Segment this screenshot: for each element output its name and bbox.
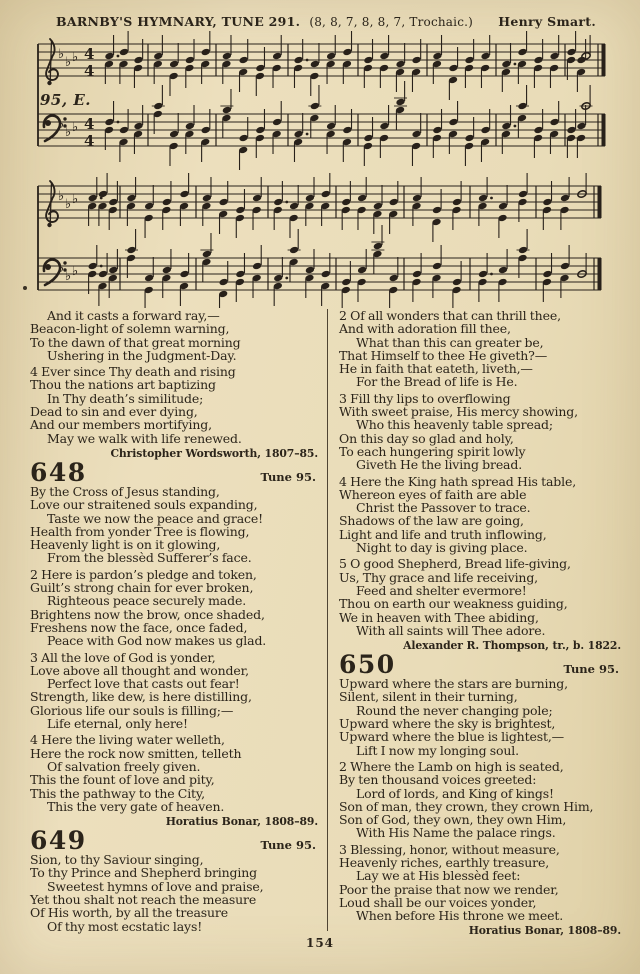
verse <box>30 568 321 648</box>
verse-line: With His Name the palace rings. <box>356 825 556 841</box>
page-number: 154 <box>305 936 335 950</box>
hymn-number: 649 <box>30 826 87 856</box>
verse-line: Here the rock now smitten, telleth <box>30 745 242 761</box>
meter-label: (8, 8, 7, 8, 8, 7, Trochaic.) <box>309 15 474 29</box>
tune-number-label: 95, E. <box>40 91 91 109</box>
verse-line: Glorious life our souls is filling;— <box>30 702 234 718</box>
verse-line: May we walk with life renewed. <box>47 430 242 446</box>
author-attribution: Alexander R. Thompson, tr., b. 1822. <box>403 639 621 653</box>
verse-line: Who this heavenly table spread; <box>356 417 553 433</box>
verse-line: Peace with God now makes us glad. <box>47 633 267 649</box>
verse-line: 4 Ever since Thy death and rising <box>30 364 236 380</box>
verse-line: Poor the praise that now we render, <box>339 881 559 897</box>
verse <box>339 309 624 389</box>
svg-text:4: 4 <box>84 132 95 150</box>
verse-line: He in faith that eateth, liveth,— <box>339 361 533 377</box>
verse <box>30 485 321 565</box>
verse-line: Love above all thought and wonder, <box>30 662 249 678</box>
verse-line: Of salvation freely given. <box>47 758 201 774</box>
verse-line: 2 Here is pardon’s pledge and token, <box>30 566 257 582</box>
verse-line: This the pathway to the City, <box>30 785 206 801</box>
svg-text:♭: ♭ <box>65 269 72 284</box>
verse-line: 5 O good Shepherd, Bread life-giving, <box>339 556 571 572</box>
verse-line: Whereon eyes of faith are able <box>339 486 527 502</box>
verse-line: Us, Thy grace and life receiving, <box>339 569 538 585</box>
verse <box>30 651 321 731</box>
verse-line: Sweetest hymns of love and praise, <box>47 878 264 894</box>
hymn-heading <box>30 457 321 487</box>
verse-line: Upward where the stars are burning, <box>339 676 568 692</box>
hymn-number: 648 <box>30 457 87 487</box>
hymn-number: 650 <box>339 650 396 680</box>
tune-reference: Tune 95. <box>563 662 619 677</box>
hymn-heading <box>339 650 624 680</box>
verse <box>339 557 624 637</box>
verse-line: And with adoration fill thee, <box>339 321 511 337</box>
svg-text:♭: ♭ <box>72 50 79 65</box>
verse-line: Dead to sin and ever dying, <box>30 404 198 420</box>
verse-line: Son of man, they crown, they crown Him, <box>339 798 594 814</box>
verse-line: By the Cross of Jesus standing, <box>30 483 220 499</box>
svg-text:♭: ♭ <box>58 117 65 132</box>
verse-line: Thou on earth our weakness guiding, <box>339 596 568 612</box>
verse-line: This the very gate of heaven. <box>47 798 225 814</box>
verse-line: In Thy death’s similitude; <box>47 390 204 406</box>
svg-text:♭: ♭ <box>72 120 79 135</box>
verse-line: Love our straitened souls expanding, <box>30 497 258 513</box>
verse-line: To the dawn of that great morning <box>30 334 241 350</box>
verse-line: Strength, like dew, is here distilling, <box>30 689 252 705</box>
hymnary-title: BARNBY'S HYMNARY, TUNE 291. <box>56 14 301 29</box>
svg-text:♭: ♭ <box>72 192 79 207</box>
verse-line: Shadows of the law are going, <box>339 513 524 529</box>
verse-line: Loud shall be our voices yonder, <box>339 894 537 910</box>
verse-line: Righteous peace securely made. <box>47 593 247 609</box>
svg-text:♭: ♭ <box>65 197 72 212</box>
verse-line: Heavenly light is on it glowing, <box>30 537 221 553</box>
verse-line: Giveth He the living bread. <box>356 457 523 473</box>
verse-line: Of His worth, by all the treasure <box>30 905 228 921</box>
hymn-heading <box>30 826 321 856</box>
verse <box>339 392 624 472</box>
verse-line: Guilt’s strong chain for ever broken, <box>30 580 254 596</box>
verse-line: 4 Here the King hath spread His table, <box>339 473 577 489</box>
verse-line: Upward where the sky is brightest, <box>339 716 556 732</box>
verse-line: Sion, to thy Saviour singing, <box>30 852 204 868</box>
verse-line: With sweet praise, His mercy showing, <box>339 404 578 420</box>
verse-line: Beacon-light of solemn warning, <box>30 321 230 337</box>
verse <box>339 475 624 555</box>
verse-line: This the fount of love and pity, <box>30 772 215 788</box>
verse-line: For the Bread of life is He. <box>356 374 518 390</box>
verse-line: We in heaven with Thee abiding, <box>339 609 539 625</box>
verse-line: Lift I now my longing soul. <box>356 742 519 758</box>
sheet-music-engraving <box>0 0 640 308</box>
verse-line: Silent, silent in their turning, <box>339 689 518 705</box>
svg-text:♭: ♭ <box>58 261 65 276</box>
verse-line: Upward where the blue is lightest,— <box>339 729 565 745</box>
verse <box>30 309 321 362</box>
verse-line: Feed and shelter evermore! <box>356 582 527 598</box>
verse-line: And it casts a forward ray,— <box>47 308 220 323</box>
verse <box>339 760 624 840</box>
verse-line: 4 Here the living water welleth, <box>30 732 225 748</box>
verse-line: Light and life and truth inflowing, <box>339 526 547 542</box>
verse-line: Yet thou shalt not reach the measure <box>30 891 257 907</box>
verse-line: Freshens now the face, once faded, <box>30 619 248 635</box>
verse-line: That Himself to thee He giveth?— <box>339 347 548 363</box>
verse-line: And our members mortifying, <box>30 417 212 433</box>
verse-line: Ushering in the Judgment-Day. <box>47 347 237 363</box>
left-column <box>30 308 327 934</box>
svg-text:♭: ♭ <box>72 264 79 279</box>
verse-line: Lay we at His blessèd feet: <box>356 868 521 884</box>
verse <box>30 365 321 445</box>
verse-line: Thou the nations art baptizing <box>30 377 216 393</box>
svg-text:♭: ♭ <box>65 55 72 70</box>
verse-line: 2 Of all wonders that can thrill thee, <box>339 308 561 323</box>
svg-text:♭: ♭ <box>58 47 65 62</box>
tune-reference: Tune 95. <box>260 838 316 853</box>
verse <box>339 843 624 923</box>
verse-line: When before His throne we meet. <box>356 908 564 924</box>
verse-line: Brightens now the brow, once shaded, <box>30 606 265 622</box>
verse-line: Christ the Passover to trace. <box>356 500 531 516</box>
author-attribution: Horatius Bonar, 1808–89. <box>468 924 621 938</box>
verse-line: Lord of lords, and King of kings! <box>356 785 554 801</box>
svg-text:4: 4 <box>84 115 95 133</box>
verse-line: From the blessèd Sufferer’s face. <box>47 550 252 566</box>
verse <box>30 733 321 813</box>
verse-line: Health from yonder Tree is flowing, <box>30 523 250 539</box>
author-attribution: Horatius Bonar, 1808–89. <box>165 815 318 829</box>
verse-line: 3 Fill thy lips to overflowing <box>339 390 511 406</box>
verse <box>30 853 321 933</box>
svg-text:4: 4 <box>84 62 95 80</box>
hymn-text-columns <box>30 308 624 938</box>
verse-line: 3 All the love of God is yonder, <box>30 649 216 665</box>
verse-line: What than this can greater be, <box>356 334 544 350</box>
verse-line: Night to day is giving place. <box>356 540 528 556</box>
right-column <box>327 308 624 938</box>
verse-line: Perfect love that casts out fear! <box>47 676 240 692</box>
verse-line: Life eternal, only here! <box>47 716 188 732</box>
svg-text:♭: ♭ <box>65 125 72 140</box>
verse-line: Of thy most ecstatic lays! <box>47 918 203 934</box>
verse-line: 2 Where the Lamb on high is seated, <box>339 758 564 774</box>
author-attribution: Christopher Wordsworth, 1807–85. <box>110 446 318 460</box>
verse-line: Round the never changing pole; <box>356 702 553 718</box>
verse-line: Heavenly riches, earthly treasure, <box>339 854 550 870</box>
verse-line: With all saints will Thee adore. <box>356 622 546 638</box>
verse-line: By ten thousand voices greeted: <box>339 772 537 788</box>
verse-line: 3 Blessing, honor, without measure, <box>339 841 560 857</box>
verse-line: Son of God, they own, they own Him, <box>339 812 567 828</box>
tune-reference: Tune 95. <box>260 469 316 484</box>
svg-text:4: 4 <box>84 45 95 63</box>
verse-line: To each hungering spirit lowly <box>339 443 526 459</box>
composer-name: Henry Smart. <box>498 14 596 29</box>
ink-speck <box>23 286 27 290</box>
verse-line: To thy Prince and Shepherd bringing <box>30 865 257 881</box>
verse <box>339 677 624 757</box>
verse-line: Taste we now the peace and grace! <box>47 510 263 526</box>
verse-line: On this day so glad and holy, <box>339 430 514 446</box>
svg-text:♭: ♭ <box>58 189 65 204</box>
